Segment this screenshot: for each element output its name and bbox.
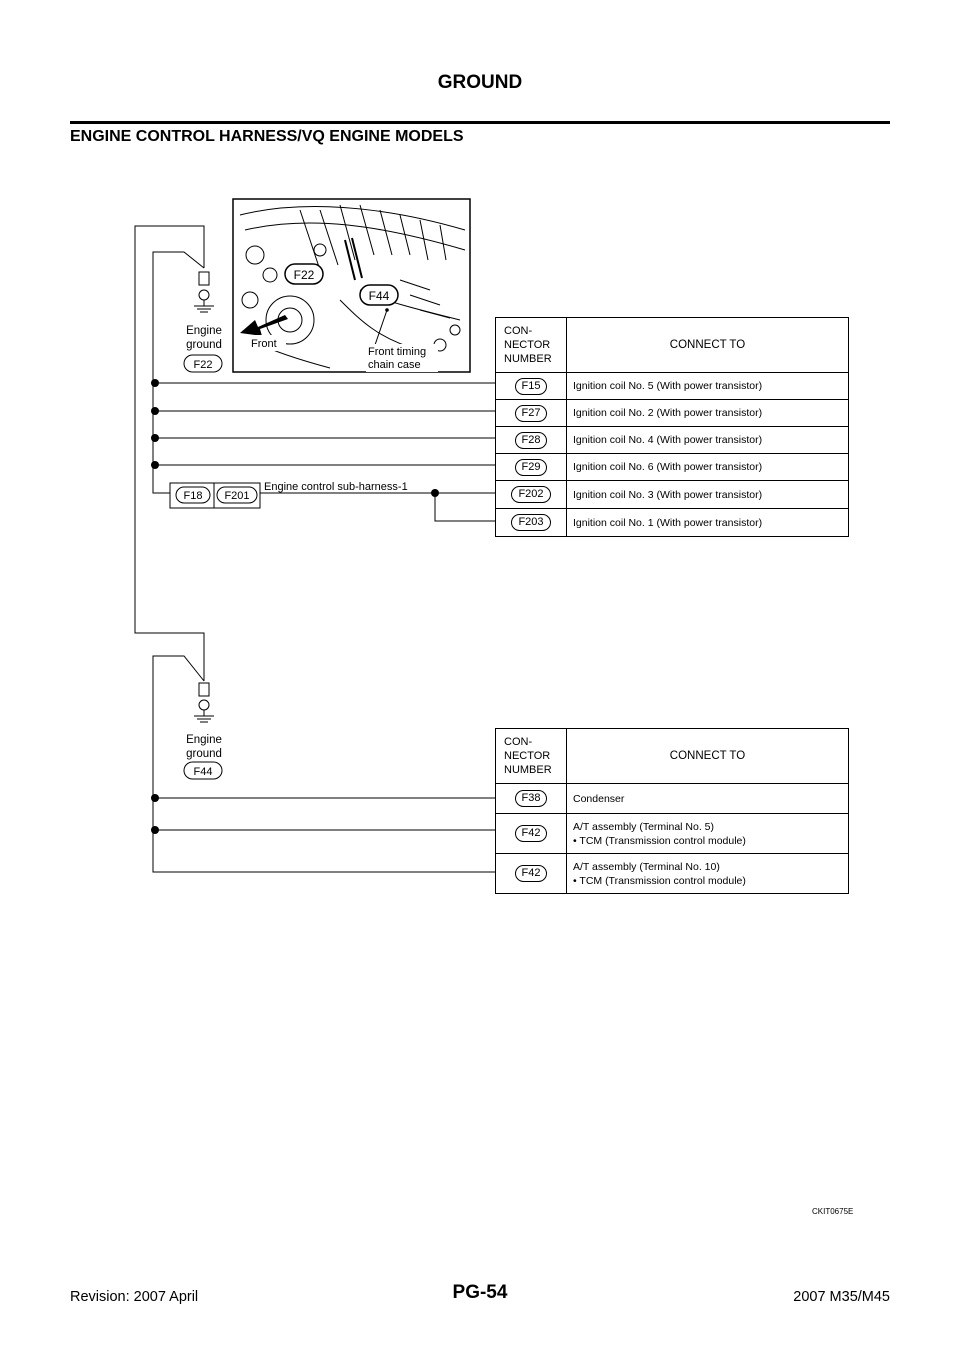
table-row bbox=[496, 814, 849, 854]
table-row bbox=[496, 400, 849, 427]
connector-id: F203 bbox=[511, 514, 550, 531]
photo-label-front: Front bbox=[251, 338, 277, 350]
ground-f22-label-1: Engine bbox=[186, 325, 222, 337]
connect-to-desc: Ignition coil No. 4 (With power transistor) bbox=[573, 434, 763, 446]
table-row bbox=[496, 509, 849, 537]
connector-table-f22 bbox=[495, 317, 849, 537]
column-header-connect-to: CONNECT TO bbox=[567, 318, 849, 373]
connector-id: F38 bbox=[515, 790, 548, 807]
connect-to-desc: Condenser bbox=[573, 792, 625, 805]
photo-label-f44: F44 bbox=[368, 289, 390, 303]
photo-label-f22: F22 bbox=[293, 268, 315, 282]
engine-ground-f44 bbox=[184, 683, 222, 779]
table-row bbox=[496, 373, 849, 400]
connector-table-f44 bbox=[495, 728, 849, 894]
connect-to-desc: A/T assembly (Terminal No. 10) bbox=[573, 860, 720, 873]
table-header-row bbox=[496, 729, 849, 784]
footer-revision: Revision: 2007 April bbox=[70, 1289, 199, 1305]
connector-id: F202 bbox=[511, 486, 550, 503]
connector-id: F42 bbox=[515, 825, 548, 842]
ground-f44-connector: F44 bbox=[193, 766, 213, 778]
connector-id: F15 bbox=[515, 378, 548, 395]
connector-id: F27 bbox=[515, 405, 548, 422]
ground-f44-label-2: ground bbox=[186, 748, 222, 760]
connect-to-desc: A/T assembly (Terminal No. 5) bbox=[573, 820, 715, 833]
connect-to-desc: Ignition coil No. 5 (With power transistor) bbox=[573, 380, 763, 392]
column-header-connector-number: CON- NECTOR NUMBER bbox=[496, 729, 567, 784]
table-row bbox=[496, 854, 849, 894]
connect-to-desc: Ignition coil No. 2 (With power transistor) bbox=[573, 407, 763, 419]
table-row bbox=[496, 454, 849, 481]
column-header-connect-to: CONNECT TO bbox=[567, 729, 849, 784]
connect-to-subdesc: • TCM (Transmission control module) bbox=[573, 874, 746, 887]
connector-id: F29 bbox=[515, 459, 548, 476]
connect-to-desc: Ignition coil No. 3 (With power transistor) bbox=[573, 488, 763, 501]
connector-id: F42 bbox=[515, 865, 548, 882]
photo-label-timing-1: Front timing bbox=[368, 346, 427, 358]
figure-code: CKIT0675E bbox=[812, 1207, 854, 1216]
footer-model: 2007 M35/M45 bbox=[793, 1289, 890, 1305]
table-row bbox=[496, 481, 849, 509]
ground-f22-label-2: ground bbox=[186, 339, 222, 351]
engine-ground-f22 bbox=[184, 272, 222, 372]
subharness-conn-f201: F201 bbox=[224, 490, 250, 502]
table-row bbox=[496, 784, 849, 814]
page-title: GROUND bbox=[437, 72, 523, 93]
table-header-row bbox=[496, 318, 849, 373]
connect-to-desc: Ignition coil No. 6 (With power transistor) bbox=[573, 461, 763, 473]
connect-to-subdesc: • TCM (Transmission control module) bbox=[573, 834, 746, 847]
ground-f44-label-1: Engine bbox=[186, 734, 222, 746]
footer-page-number: PG-54 bbox=[452, 1282, 508, 1303]
connector-id: F28 bbox=[515, 432, 548, 449]
subharness-conn-f18: F18 bbox=[183, 490, 203, 502]
column-header-connector-number: CON- NECTOR NUMBER bbox=[496, 318, 567, 373]
table-row bbox=[496, 427, 849, 454]
engine-photo bbox=[233, 199, 470, 372]
section-heading: ENGINE CONTROL HARNESS/VQ ENGINE MODELS bbox=[70, 128, 464, 145]
photo-label-timing-2: chain case bbox=[368, 359, 421, 371]
ground-f22-connector: F22 bbox=[193, 359, 213, 371]
connect-to-desc: Ignition coil No. 1 (With power transistor) bbox=[573, 516, 763, 529]
subharness-label: Engine control sub-harness-1 bbox=[264, 481, 408, 493]
